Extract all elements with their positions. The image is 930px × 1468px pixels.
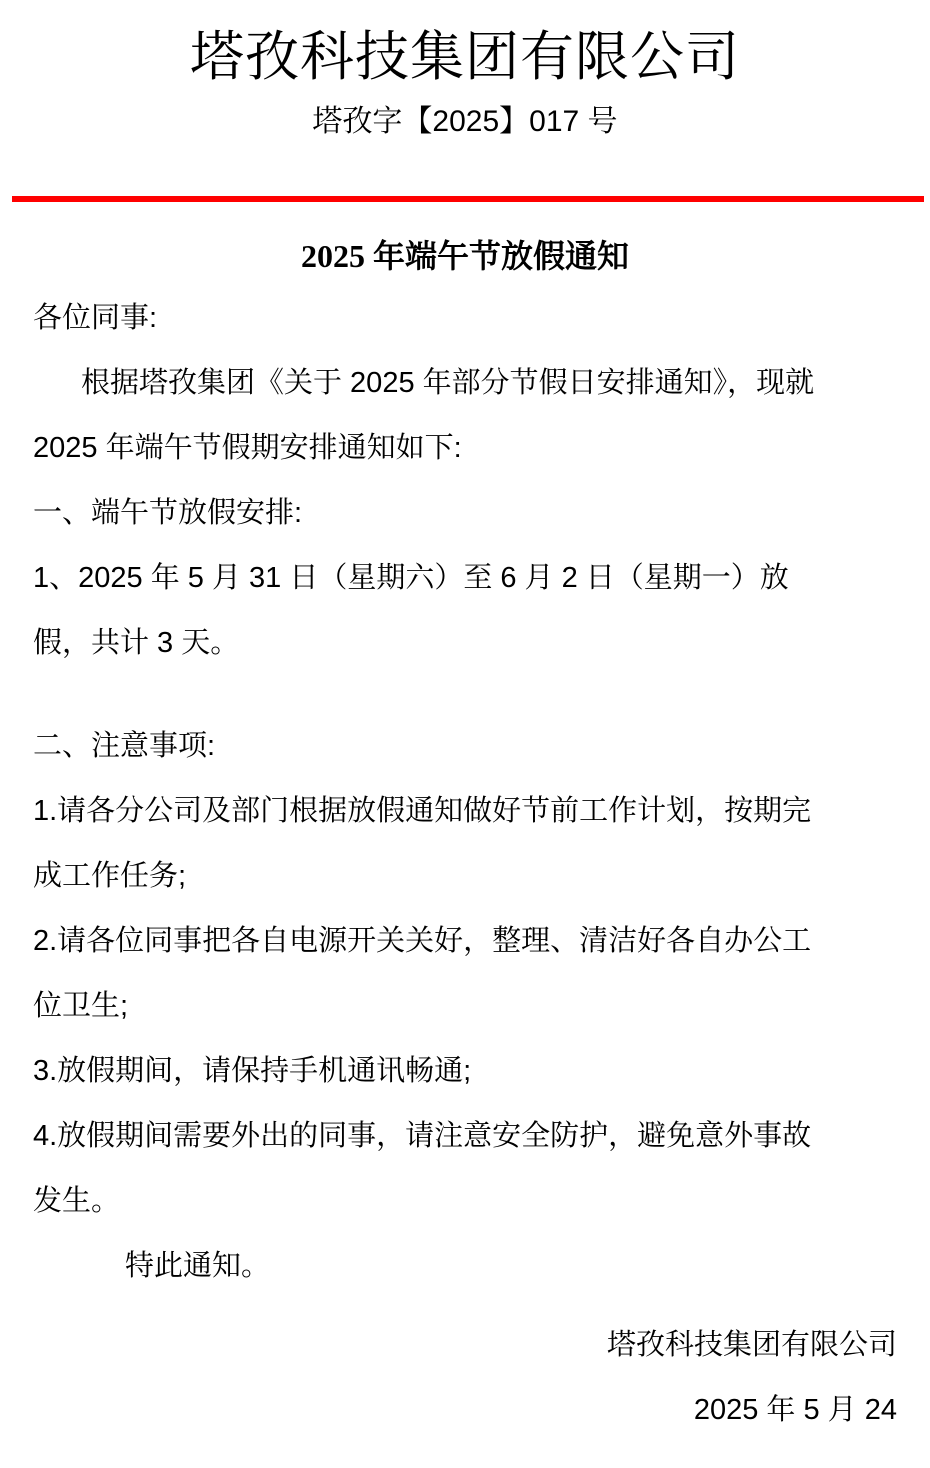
body-line: 3.放假期间，请保持手机通讯畅通; bbox=[33, 1055, 472, 1087]
notice-title: 2025 年端午节放假通知 bbox=[300, 238, 629, 274]
body-line: 发生。 bbox=[33, 1185, 121, 1217]
body-line: 1.请各分公司及部门根据放假通知做好节前工作计划，按期完 bbox=[33, 795, 812, 827]
body-line: 二、注意事项: bbox=[33, 730, 216, 762]
body-line: 特此通知。 bbox=[125, 1250, 271, 1282]
signature-company: 塔孜科技集团有限公司 bbox=[606, 1329, 897, 1361]
body-line: 位卫生; bbox=[33, 990, 129, 1022]
red-divider-line bbox=[12, 196, 924, 202]
body-line: 根据塔孜集团《关于 2025 年部分节假日安排通知》，现就 bbox=[81, 367, 815, 399]
body-line: 2025 年端午节假期安排通知如下: bbox=[33, 432, 462, 464]
body-line: 成工作任务; bbox=[33, 860, 187, 892]
body-line: 假，共计 3 天。 bbox=[33, 627, 240, 659]
notice-body bbox=[33, 286, 897, 1299]
signature-date: 2025 年 5 月 24 bbox=[693, 1394, 897, 1426]
body-line: 2.请各位同事把各自电源开关关好，整理、清洁好各自办公工 bbox=[33, 925, 812, 957]
document-page bbox=[0, 26, 930, 1468]
doc-number: 塔孜字【2025】017 号 bbox=[312, 105, 618, 138]
body-line: 各位同事: bbox=[33, 302, 158, 334]
company-title: 塔孜科技集团有限公司 bbox=[190, 27, 740, 87]
body-line: 一、端午节放假安排: bbox=[33, 497, 303, 529]
body-line: 4.放假期间需要外出的同事，请注意安全防护，避免意外事故 bbox=[33, 1120, 812, 1152]
body-line: 1、2025 年 5 月 31 日（星期六）至 6 月 2 日（星期一）放 bbox=[33, 562, 789, 594]
